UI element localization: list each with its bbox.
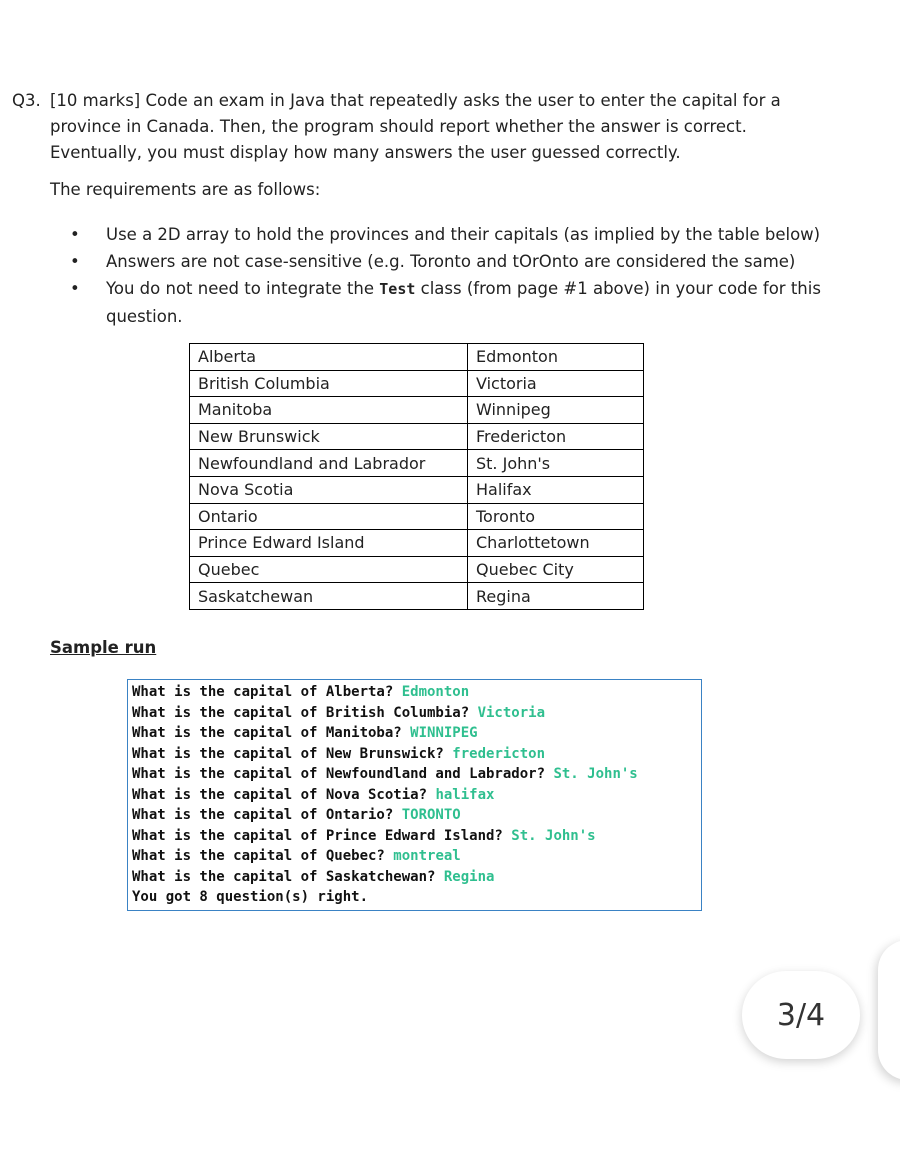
console-line [132, 785, 697, 806]
question-number: Q3. [12, 91, 41, 110]
console-answer: fredericton [452, 745, 546, 762]
capital-cell: St. John's [468, 450, 644, 477]
table-row [190, 583, 644, 610]
province-cell: British Columbia [190, 370, 468, 397]
console-line [132, 682, 697, 703]
capital-cell: Halifax [468, 476, 644, 503]
requirements-intro: The requirements are as follows: [50, 180, 321, 199]
province-capital-table [189, 343, 644, 610]
capital-cell: Victoria [468, 370, 644, 397]
console-answer: Victoria [477, 704, 546, 721]
bullet-icon: • [70, 225, 80, 244]
capital-cell: Winnipeg [468, 397, 644, 424]
province-cell: Alberta [190, 344, 468, 371]
province-cell: New Brunswick [190, 423, 468, 450]
console-line [132, 826, 697, 847]
requirement-text-post: class (from page #1 above) in your code for this question. [106, 279, 821, 326]
province-cell: Nova Scotia [190, 476, 468, 503]
console-answer: Edmonton [401, 684, 470, 700]
capital-cell: Regina [468, 583, 644, 610]
bullet-icon: • [70, 252, 80, 271]
table-row [190, 423, 644, 450]
province-cell: Ontario [190, 503, 468, 530]
requirement-text-pre: You do not need to integrate the [106, 279, 380, 298]
province-cell: Manitoba [190, 397, 468, 424]
console-answer: halifax [435, 786, 495, 803]
console-line [132, 805, 697, 826]
requirement-item [50, 248, 830, 275]
console-prompt: What is the capital of Ontario? [132, 807, 402, 823]
console-answer: St. John's [553, 766, 638, 782]
console-prompt: What is the capital of Manitoba? [132, 725, 411, 741]
table-row [190, 556, 644, 583]
test-class-code: Test [379, 280, 416, 298]
console-answer: montreal [393, 848, 461, 864]
console-line [132, 764, 697, 785]
page-indicator: 3/4 [742, 971, 860, 1059]
requirement-text: Answers are not case-sensitive (e.g. Toronto and tOrOnto are considered the same) [106, 252, 796, 271]
console-line [132, 846, 697, 867]
console-result-line: You got 8 question(s) right. [132, 889, 369, 905]
console-line [132, 744, 697, 765]
console-prompt: What is the capital of Nova Scotia? [132, 786, 436, 803]
table-row [190, 450, 644, 477]
province-cell: Saskatchewan [190, 583, 468, 610]
console-prompt: What is the capital of Newfoundland and Labrador? [132, 766, 554, 782]
requirement-text: Use a 2D array to hold the provinces and their capitals (as implied by the table below) [106, 225, 821, 244]
sample-run-console [127, 679, 702, 911]
console-answer: WINNIPEG [410, 725, 478, 741]
table-row [190, 530, 644, 557]
console-line [132, 723, 697, 744]
capital-cell: Quebec City [468, 556, 644, 583]
console-line [132, 703, 697, 724]
console-prompt: What is the capital of British Columbia? [132, 704, 478, 721]
console-answer: St. John's [511, 827, 596, 844]
question-text: [10 marks] Code an exam in Java that repeatedly asks the user to enter the capital for a province in Canada. Then, the program should report whether the answer is correct. Eventually, you must display how many answers the user guessed correctly. [50, 91, 781, 162]
console-prompt: What is the capital of Prince Edward Island? [132, 827, 512, 844]
next-page-edge[interactable] [878, 940, 900, 1080]
console-prompt: What is the capital of Quebec? [132, 848, 394, 864]
table-row [190, 476, 644, 503]
question [12, 88, 832, 166]
capital-cell: Fredericton [468, 423, 644, 450]
capital-cell: Edmonton [468, 344, 644, 371]
requirement-item [50, 221, 830, 248]
table-row [190, 370, 644, 397]
capital-cell: Toronto [468, 503, 644, 530]
console-prompt: What is the capital of Alberta? [132, 684, 402, 700]
console-answer: TORONTO [401, 807, 461, 823]
console-line [132, 867, 697, 888]
table-row [190, 397, 644, 424]
console-prompt: What is the capital of New Brunswick? [132, 745, 453, 762]
requirement-item [50, 275, 830, 330]
table-row [190, 503, 644, 530]
capital-cell: Charlottetown [468, 530, 644, 557]
province-cell: Newfoundland and Labrador [190, 450, 468, 477]
console-answer: Regina [443, 868, 495, 885]
province-cell: Quebec [190, 556, 468, 583]
bullet-icon: • [70, 279, 80, 298]
table-row [190, 344, 644, 371]
sample-run-heading: Sample run [50, 638, 157, 657]
console-prompt: What is the capital of Saskatchewan? [132, 868, 444, 885]
province-cell: Prince Edward Island [190, 530, 468, 557]
requirements-list [50, 221, 830, 330]
